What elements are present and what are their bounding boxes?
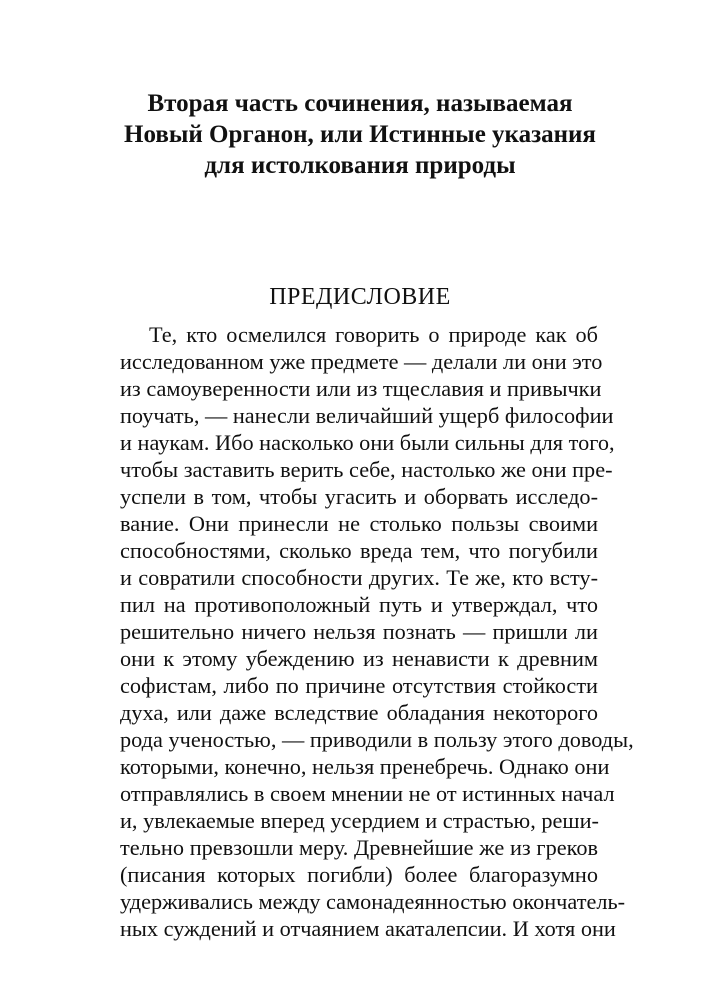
- text-line: тельно превзошли меру. Древнейшие же из греков: [120, 835, 598, 860]
- text-line: успели в том, чтобы угасить и оборвать исследо-: [120, 484, 598, 509]
- text-line: чтобы заставить верить себе, настолько же они пре-: [120, 457, 613, 482]
- text-line: и наукам. Ибо насколько они были сильны для того,: [120, 430, 615, 455]
- body-paragraph: [120, 321, 634, 942]
- text-line: ных суждений и отчаянием акаталепсии. И хотя они: [120, 916, 616, 941]
- text-line: вание. Они принесли не столько пользы своими: [120, 511, 598, 536]
- text-line: и совратили способности других. Те же, кто всту-: [120, 565, 598, 590]
- section-heading: ПРЕДИСЛОВИЕ: [269, 284, 451, 310]
- text-line: (писания которых погибли) более благоразумно: [120, 862, 598, 887]
- text-line: решительно ничего нельзя познать — пришли ли: [120, 619, 598, 644]
- text-line: поучать, — нанесли величайший ущерб философии: [120, 403, 614, 428]
- text-line: они к этому убеждению из ненависти к древним: [120, 646, 598, 671]
- chapter-title: [120, 88, 600, 181]
- chapter-title-line: Новый Органон, или Истинные указания: [124, 121, 596, 148]
- chapter-title-line: для истолкования природы: [204, 152, 516, 179]
- text-line: отправлялись в своем мнении не от истинных начал: [120, 781, 615, 806]
- text-line: из самоуверенности или из тщеславия и привычки: [120, 376, 602, 401]
- text-line: удерживались между самонадеянностью окончатель-: [120, 889, 626, 914]
- text-line: способностями, сколько вреда тем, что погубили: [120, 538, 598, 563]
- text-line: софистам, либо по причине отсутствия стойкости: [120, 673, 598, 698]
- text-line: которыми, конечно, нельзя пренебречь. Однако они: [120, 754, 610, 779]
- chapter-title-line: Вторая часть сочинения, называемая: [147, 90, 573, 117]
- text-line: рода ученостью, — приводили в пользу этого доводы,: [120, 727, 634, 752]
- text-line: исследованном уже предмете — делали ли они это: [120, 349, 603, 374]
- text-line: и, увлекаемые вперед усердием и страстью, реши-: [120, 808, 599, 833]
- text-line: пил на противоположный путь и утверждал, что: [120, 592, 598, 617]
- text-line: Те, кто осмелился говорить о природе как об: [149, 322, 598, 347]
- text-line: духа, или даже вследствие обладания некоторого: [120, 700, 598, 725]
